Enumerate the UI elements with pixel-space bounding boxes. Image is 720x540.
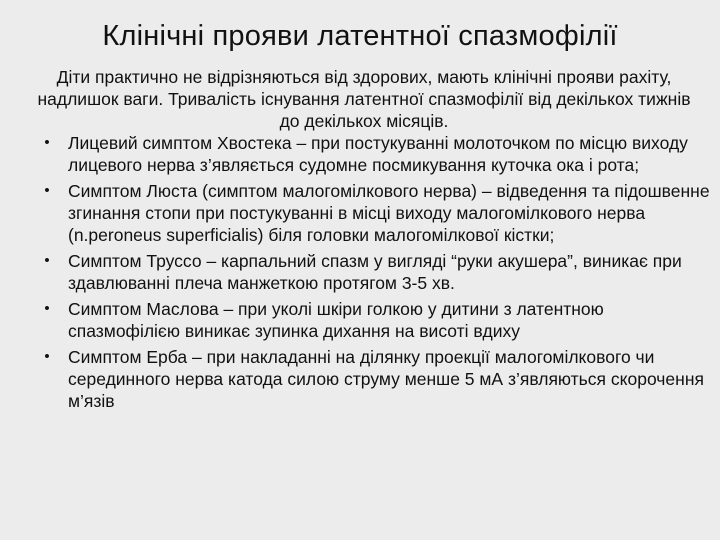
intro-paragraph: Діти практично не відрізняються від здорових, мають клінічні прояви рахіту, надлишок ваги. Тривалість існування латентної спазмофілії від декількох тижнів до декількох місяців. [37,67,691,131]
bullet-icon: • [44,252,50,269]
bullet-text: Симптом Труссо – карпальний спазм у вигляді “руки акушера”, виникає при здавлюванні плеча манжеткою протягом 3-5 хв. [68,251,682,293]
bullet-text: Лицевий симптом Хвостека – при постукуванні молоточком по місцю виходу лицевого нерва з’являється судомне посмикування куточка ока і рота; [68,133,688,175]
bullet-icon: • [44,348,50,365]
list-item [40,298,712,342]
bullet-text: Симптом Люста (симптом малогомілкового нерва) – відведення та підошвенне згинання стопи при постукуванні в місці виходу малогомілкового нерва (n.peroneus superficialis) біля головки малогомілкової кістки; [68,181,710,245]
bullet-icon: • [44,134,50,151]
list-item [40,250,712,294]
bullet-icon: • [44,182,50,199]
bullet-text: Симптом Ерба – при накладанні на ділянку проекції малогомілкового чи серединного нерва катода силою струму менше 5 мА з’являються скорочення м’язів [68,347,704,411]
bullet-text: Симптом Маслова – при уколі шкіри голкою у дитини з латентною спазмофілією виникає зупинка дихання на висоті вдиху [68,299,604,341]
symptom-list [40,132,712,416]
list-item [40,346,712,412]
list-item [40,180,712,246]
slide-title: Клінічні прояви латентної спазмофілії [102,20,618,52]
bullet-icon: • [44,300,50,317]
list-item [40,132,712,176]
